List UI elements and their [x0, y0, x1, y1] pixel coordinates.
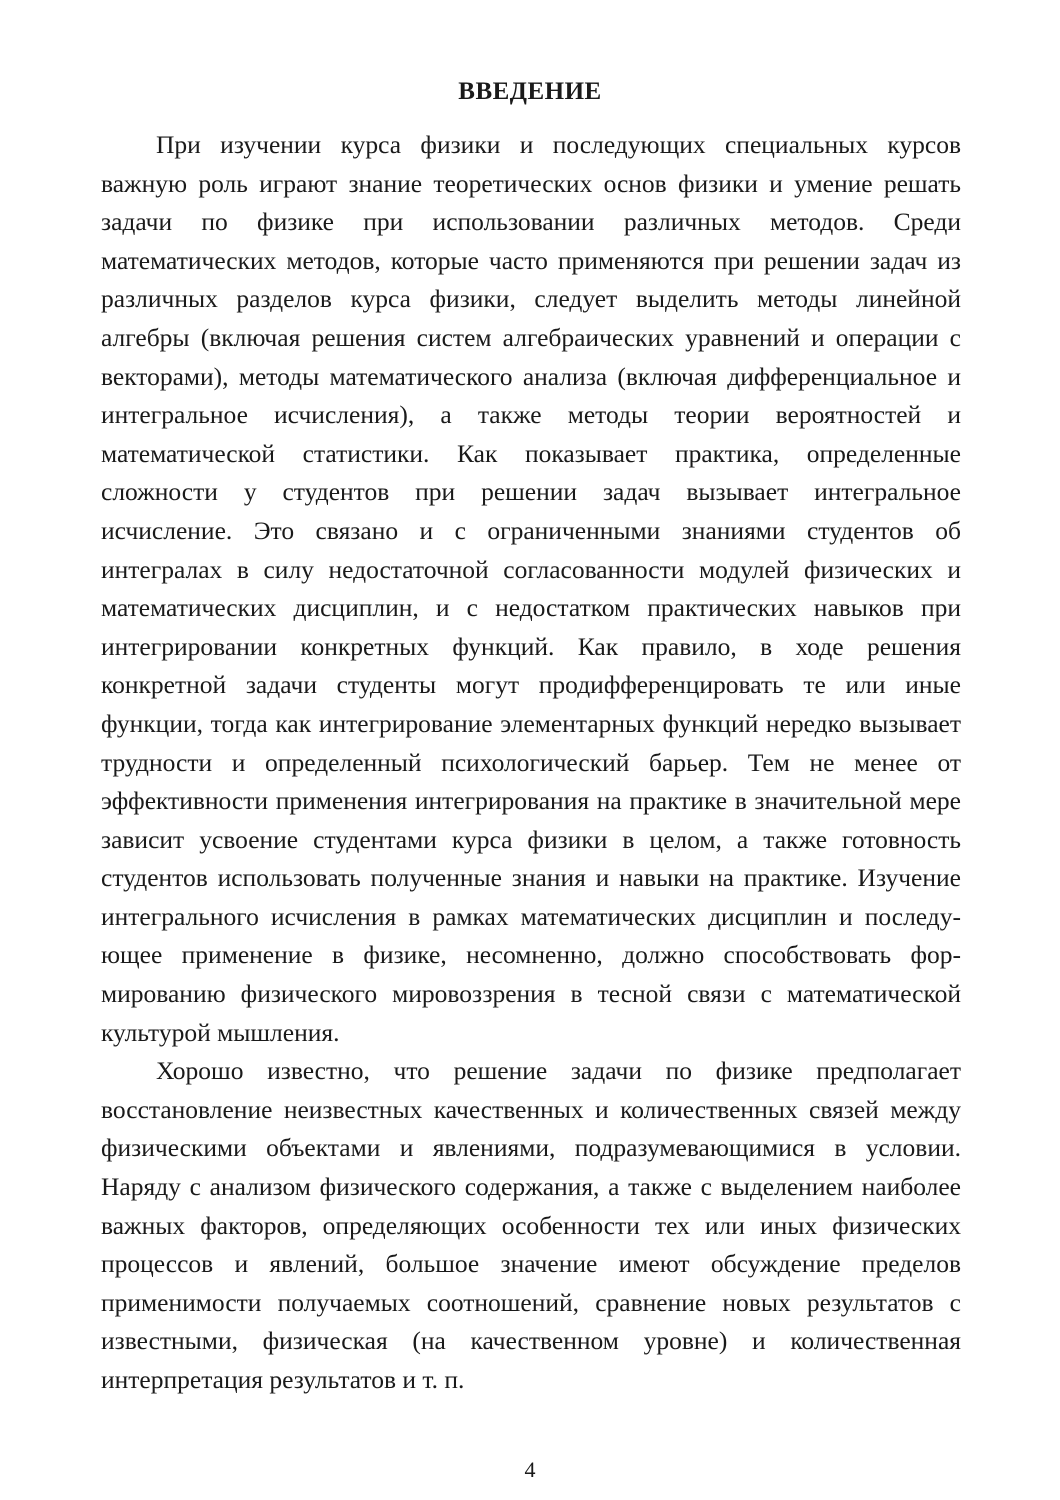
page-number: 4 — [524, 1457, 536, 1482]
paragraph-2: Хорошо известно, что решение задачи по физике предполагает восстановление неизвестных качественных и количественных связей между физическими объектами и явлениями, подразумевающимися в условии. Наряду с анализом физического содержания, а также с выделением наиболее важных факторов, определяющих особенности тех или иных физических процессов и явлений, большое значение имеют обсуждение пределов применимости получаемых соотношений, сравнение новых результатов с известными, физическая (на качественном уровне) и количественная интерпретация результатов и т. п. — [101, 1056, 961, 1394]
paragraph-1: При изучении курса физики и последующих специальных курсов важную роль играют знание теоретических основ физики и умение решать задачи по физике при использовании различных методов. Среди математических методов, которые часто применяются при решении задач из различных разделов курса физики, следует выделить методы линейной алгебры (включая решения систем алгебраических уравнений и операции с векторами), методы математического анализа (включая дифференциальное и интегральное исчисления), а также методы теории вероятностей и математической статистики. Как показывает практика, определенные сложности у студентов при решении задач вызывает интегральное исчисление. Это связано и с ограниченными знаниями студентов об интегралах в силу недостаточной согласованности модулей физических и математических дисциплин, и с недостатком практических навыков при интегрировании конкретных функций. Как правило, в ходе решения конкретной задачи студенты могут продифференцировать те или иные функции, тогда как интегрирование элементарных функций нередко вызывает трудности и определенный психологический барьер. Тем не менее от эффективности применения интегрирования на практике в значительной мере зависит усвоение студентами курса физики в целом, а также готовность студентов использовать полученные знания и навыки на практике. Изучение интегрального исчисления в рамках математических дисциплин и последующее применение в физике, несомненно, должно способствовать формированию физического мировоззрения в тесной связи с математической культурой мышления. — [101, 130, 961, 1047]
body-text — [101, 126, 961, 1400]
page-title: ВВЕДЕНИЕ — [458, 78, 602, 105]
